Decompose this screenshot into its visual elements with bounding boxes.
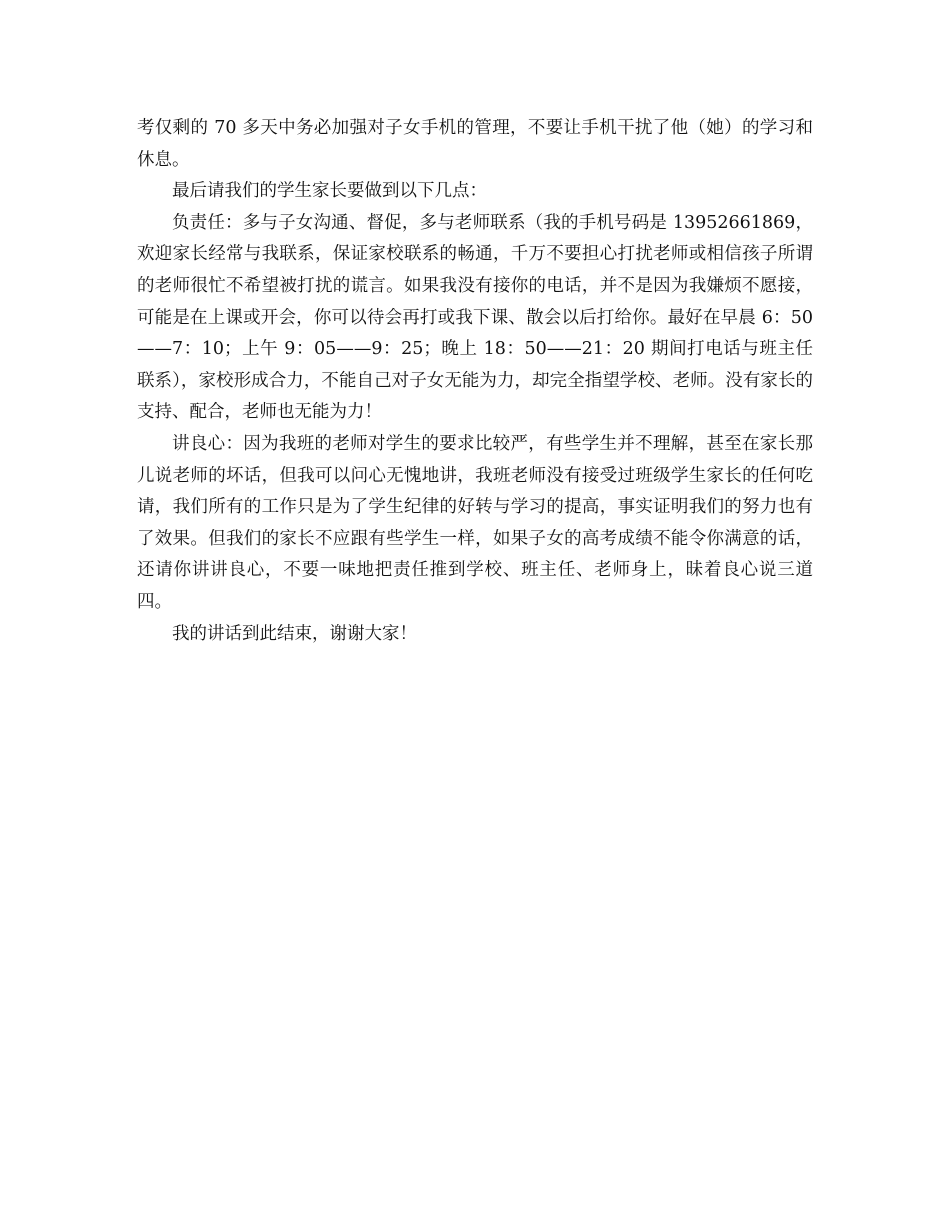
- paragraph-responsibility: 负责任：多与子女沟通、督促，多与老师联系（我的手机号码是 13952661869，欢迎家长经常与我联系，保证家校联系的畅通，千万不要担心打扰老师或相信孩子所谓的老师很忙不希望被打扰的谎言。如果我没有接你的电话，并不是因为我嫌烦不愿接，可能是在上课或开会，你可以待会再打或我下课、散会以后打给你。最好在早晨 6：50——7：10；上午 9：05——9：25；晚上 18：50——21：20 期间打电话与班主任联系），家校形成合力，不能自己对子女无能为力，却完全指望学校、老师。没有家长的支持、配合，老师也无能为力！: [137, 212, 813, 423]
- paragraph-intro-points: 最后请我们的学生家长要做到以下几点：: [172, 181, 487, 202]
- paragraph-continuation: 考仅剩的 70 多天中务必加强对子女手机的管理，不要让手机干扰了他（她）的学习和休息。: [137, 118, 813, 170]
- paragraph-closing: 我的讲话到此结束，谢谢大家！: [172, 623, 417, 644]
- document-body: [137, 113, 813, 650]
- paragraph-conscience: 讲良心：因为我班的老师对学生的要求比较严，有些学生并不理解，甚至在家长那儿说老师的坏话，但我可以问心无愧地讲，我班老师没有接受过班级学生家长的任何吃请，我们所有的工作只是为了学生纪律的好转与学习的提高，事实证明我们的努力也有了效果。但我们的家长不应跟有些学生一样，如果子女的高考成绩不能令你满意的话，还请你讲讲良心，不要一味地把责任推到学校、班主任、老师身上，昧着良心说三道四。: [137, 433, 813, 612]
